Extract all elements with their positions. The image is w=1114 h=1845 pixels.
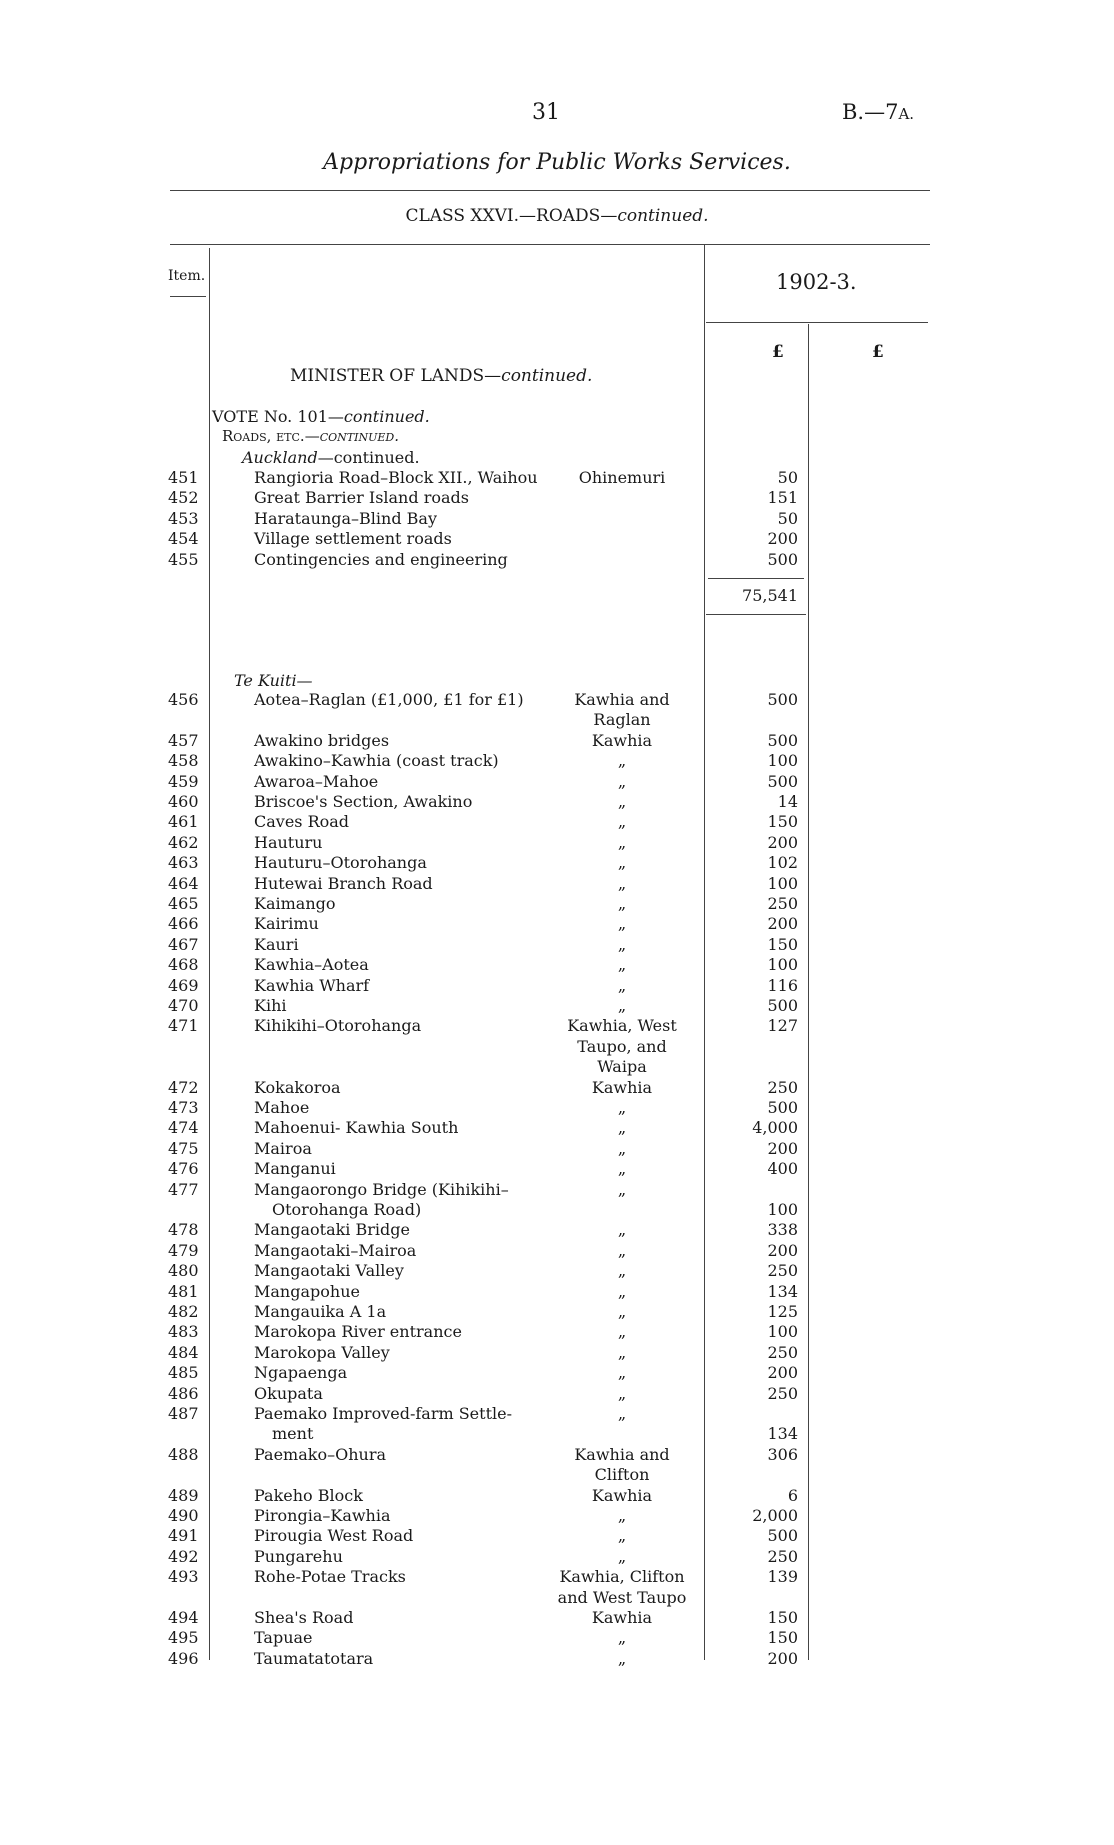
item-amount: 250: [767, 1546, 798, 1566]
item-number: 489: [168, 1485, 199, 1505]
item-district: „: [617, 812, 627, 832]
item-district: Kawhia and: [574, 1444, 670, 1464]
item-description: Caves Road: [254, 812, 350, 832]
table-row: [0, 1322, 1114, 1342]
item-description-continued: ment: [272, 1424, 314, 1444]
item-number: 494: [168, 1608, 199, 1627]
item-amount: 200: [767, 529, 798, 549]
item-district: „: [617, 1648, 627, 1668]
item-amount: 500: [767, 1526, 798, 1546]
item-amount: 127: [767, 1016, 798, 1036]
table-row: [0, 1016, 1114, 1077]
item-description: Kokakoroa: [254, 1077, 341, 1097]
item-district: „: [617, 751, 627, 771]
table-row: [0, 1444, 1114, 1485]
item-description: Kihikihi–Otorohanga: [254, 1016, 422, 1036]
table-row: [0, 894, 1114, 914]
table-row: [0, 488, 1114, 508]
item-description: Mangapohue: [254, 1281, 360, 1301]
item-amount: 6: [787, 1485, 798, 1505]
item-number: 467: [168, 934, 199, 954]
table-row: [0, 1078, 1114, 1098]
item-amount: 500: [767, 996, 798, 1015]
item-description: Pungarehu: [254, 1546, 343, 1566]
item-amount: 50: [777, 508, 798, 528]
item-description: Paemako–Ohura: [254, 1444, 387, 1464]
item-number: 491: [168, 1526, 199, 1546]
item-number: 460: [168, 792, 199, 811]
item-description: Harataunga–Blind Bay: [254, 508, 437, 528]
item-district-continued: Clifton: [594, 1465, 650, 1485]
item-district: „: [617, 1546, 627, 1566]
item-district: „: [617, 1261, 627, 1281]
item-district: „: [617, 1322, 627, 1342]
table-row: [0, 1567, 1114, 1607]
item-district: „: [617, 955, 627, 975]
item-description: Kairimu: [254, 914, 319, 934]
item-description: Pirougia West Road: [254, 1526, 414, 1546]
table-row: [0, 731, 1114, 751]
item-district: „: [617, 1138, 627, 1158]
item-description: Hauturu: [254, 832, 323, 852]
item-description: Mangaorongo Bridge (Kihikihi–: [254, 1179, 509, 1199]
item-amount: 134: [767, 1424, 798, 1444]
item-amount: 50: [777, 468, 798, 487]
table-row: [0, 1547, 1114, 1567]
item-amount: 500: [767, 730, 798, 750]
table-row: [0, 1506, 1114, 1526]
item-description-continued: Otorohanga Road): [272, 1199, 422, 1219]
item-amount: 151: [767, 488, 798, 508]
item-district: Kawhia and: [574, 690, 670, 709]
item-description: Tapuae: [254, 1628, 313, 1648]
item-district: „: [617, 1281, 627, 1301]
item-district: Kawhia, West: [567, 1016, 677, 1036]
item-description: Kaimango: [254, 894, 336, 913]
item-description: Awakino bridges: [254, 730, 390, 750]
item-district: „: [617, 853, 627, 873]
item-district: „: [617, 873, 627, 893]
table-row: [0, 1098, 1114, 1118]
table-row: [0, 1628, 1114, 1648]
item-number: 469: [168, 975, 199, 995]
item-district: „: [617, 894, 627, 913]
table-row: [0, 1179, 1114, 1219]
item-description: Rangioria Road–Block XII., Waihou: [254, 468, 538, 487]
item-number: 462: [168, 832, 199, 852]
item-district: „: [617, 1383, 627, 1403]
table-row: [0, 468, 1114, 488]
item-district: Kawhia: [591, 1077, 653, 1097]
item-district: „: [617, 1118, 627, 1138]
table-row: [0, 853, 1114, 873]
item-amount: 150: [767, 812, 798, 832]
item-district: „: [617, 792, 627, 811]
item-district: Ohinemuri: [578, 468, 666, 487]
item-amount: 200: [767, 1240, 798, 1260]
item-number: 465: [168, 894, 199, 913]
item-description: Pirongia–Kawhia: [254, 1506, 391, 1525]
table-row: [0, 1649, 1114, 1669]
te-kuiti-heading: Te Kuiti—: [234, 671, 313, 690]
item-amount: 125: [767, 1302, 798, 1321]
table-row: [0, 772, 1114, 792]
item-number: 481: [168, 1281, 199, 1301]
item-district: „: [617, 934, 627, 954]
item-description: Rohe-Potae Tracks: [254, 1567, 406, 1587]
item-amount: 200: [767, 914, 798, 934]
pound-symbol-2: £: [872, 342, 884, 362]
item-amount: 500: [767, 690, 798, 709]
vote-main: VOTE No. 101—: [212, 407, 344, 426]
item-description: Kawhia–Aotea: [254, 955, 369, 975]
item-number: 464: [168, 873, 199, 893]
item-amount: 139: [767, 1567, 798, 1587]
item-district: Kawhia: [591, 1608, 653, 1627]
item-number: 456: [168, 690, 199, 709]
table-row: [0, 812, 1114, 832]
item-amount: 500: [767, 549, 798, 569]
item-amount: 200: [767, 1648, 798, 1668]
item-number: 486: [168, 1383, 199, 1403]
item-amount: 150: [767, 1608, 798, 1627]
item-description: Awaroa–Mahoe: [254, 771, 379, 791]
table-row: [0, 751, 1114, 771]
table-row: [0, 1282, 1114, 1302]
item-number: 493: [168, 1567, 199, 1587]
item-description: Mahoenui- Kawhia South: [254, 1118, 459, 1138]
item-amount: 100: [767, 873, 798, 893]
item-district: „: [617, 914, 627, 934]
item-amount: 100: [767, 1322, 798, 1342]
item-number: 471: [168, 1016, 199, 1036]
item-district: „: [617, 1342, 627, 1362]
item-description: Hauturu–Otorohanga: [254, 853, 427, 873]
item-amount: 150: [767, 1628, 798, 1648]
item-number: 468: [168, 955, 199, 975]
table-row: [0, 1384, 1114, 1404]
table-row: [0, 792, 1114, 812]
class-heading: [0, 206, 1114, 226]
item-amount: 14: [777, 792, 798, 811]
table-row: [0, 1261, 1114, 1281]
item-header-rule: [170, 296, 206, 297]
item-description: Marokopa Valley: [254, 1342, 390, 1362]
header-rule: [170, 244, 930, 245]
item-amount: 250: [767, 894, 798, 913]
reference-suffix: A.: [898, 105, 915, 123]
item-description: Mahoe: [254, 1098, 310, 1117]
item-district-continued: and West Taupo: [557, 1587, 687, 1607]
item-amount: 500: [767, 1098, 798, 1117]
item-district: „: [617, 1159, 627, 1179]
table-row: [0, 1486, 1114, 1506]
item-number: 485: [168, 1363, 199, 1383]
item-amount: 200: [767, 832, 798, 852]
table-row: [0, 976, 1114, 996]
item-number: 451: [168, 468, 199, 487]
item-description: Mangaotaki–Mairoa: [254, 1240, 417, 1260]
class-continued: continued.: [617, 206, 709, 226]
item-amount: 200: [767, 1138, 798, 1158]
auckland-heading: [242, 448, 420, 467]
item-number: 483: [168, 1322, 199, 1342]
item-description: Kauri: [254, 934, 299, 954]
table-row: [0, 1343, 1114, 1363]
roads-continued: continued.: [319, 427, 399, 445]
table-row: [0, 509, 1114, 529]
item-amount: 250: [767, 1261, 798, 1281]
item-description: Contingencies and engineering: [254, 549, 508, 569]
item-description: Kawhia Wharf: [254, 975, 370, 995]
table-row: [0, 1220, 1114, 1240]
year-column-header: 1902-3.: [776, 270, 857, 294]
pound-symbol-1: £: [772, 342, 784, 362]
item-district: „: [617, 771, 627, 791]
item-number: 472: [168, 1077, 199, 1097]
item-description: Great Barrier Island roads: [254, 488, 469, 508]
item-number: 490: [168, 1506, 199, 1525]
table-row: [0, 1139, 1114, 1159]
item-district: „: [617, 1363, 627, 1383]
item-description: Mangaotaki Valley: [254, 1261, 404, 1281]
table-row: [0, 935, 1114, 955]
table-row: [0, 1159, 1114, 1179]
page-title: Appropriations for Public Works Services.: [323, 150, 791, 175]
table-row: [0, 1118, 1114, 1138]
item-district-continued: Raglan: [593, 710, 651, 730]
item-number: 487: [168, 1404, 199, 1423]
item-description: Village settlement roads: [254, 529, 452, 549]
item-district: Kawhia: [591, 730, 653, 750]
item-number: 455: [168, 549, 199, 569]
item-amount: 102: [767, 853, 798, 873]
item-description: Paemako Improved-farm Settle-: [254, 1404, 512, 1423]
table-row: [0, 690, 1114, 730]
table-row: [0, 1302, 1114, 1322]
item-district: „: [617, 832, 627, 852]
item-number: 452: [168, 488, 199, 508]
auckland-continued: —continued.: [317, 448, 420, 467]
minister-heading: [290, 366, 592, 386]
item-number: 479: [168, 1240, 199, 1260]
item-number: 473: [168, 1098, 199, 1117]
item-district: „: [617, 996, 627, 1015]
item-number: 466: [168, 914, 199, 934]
table-row: [0, 550, 1114, 570]
item-number: 454: [168, 529, 199, 549]
table-row: [0, 914, 1114, 934]
subtotal-rule: [708, 578, 804, 579]
reference-main: B.—7: [842, 100, 899, 124]
item-district: Kawhia: [591, 1485, 653, 1505]
roads-main: Roads, etc.—: [222, 427, 320, 445]
item-description: Shea's Road: [254, 1608, 354, 1627]
item-amount: 306: [767, 1444, 798, 1464]
item-amount: 500: [767, 771, 798, 791]
item-district: „: [617, 1220, 627, 1240]
class-main: CLASS XXVI.—ROADS—: [405, 206, 618, 226]
item-amount: 338: [767, 1220, 798, 1240]
table-row: [0, 529, 1114, 549]
item-amount: 250: [767, 1077, 798, 1097]
item-number: 488: [168, 1444, 199, 1464]
item-description: Hutewai Branch Road: [254, 873, 433, 893]
item-column-header: Item.: [168, 268, 206, 284]
item-number: 459: [168, 771, 199, 791]
item-amount: 2,000: [752, 1506, 798, 1525]
item-district: Kawhia, Clifton: [559, 1567, 685, 1587]
item-number: 478: [168, 1220, 199, 1240]
item-number: 463: [168, 853, 199, 873]
auckland-main: Auckland: [242, 448, 318, 467]
item-description: Marokopa River entrance: [254, 1322, 462, 1342]
item-district: „: [617, 1179, 627, 1199]
table-row: [0, 833, 1114, 853]
item-district: „: [617, 1506, 627, 1525]
item-number: 458: [168, 751, 199, 771]
item-district-continued: Waipa: [597, 1057, 647, 1077]
minister-main: MINISTER OF LANDS—: [290, 366, 502, 386]
item-number: 482: [168, 1302, 199, 1321]
item-district: „: [617, 1526, 627, 1546]
item-description: Taumatatotara: [254, 1648, 374, 1668]
item-district: „: [617, 975, 627, 995]
item-number: 495: [168, 1628, 199, 1648]
item-number: 492: [168, 1546, 199, 1566]
item-amount: 4,000: [752, 1118, 798, 1138]
item-amount: 100: [767, 1199, 798, 1219]
item-amount: 134: [767, 1281, 798, 1301]
item-description: Pakeho Block: [254, 1485, 363, 1505]
item-number: 453: [168, 508, 199, 528]
table-row: [0, 1404, 1114, 1444]
item-description: Manganui: [254, 1159, 336, 1179]
table-row: [0, 996, 1114, 1016]
item-number: 484: [168, 1342, 199, 1362]
vote-heading: [212, 407, 430, 426]
item-number: 477: [168, 1179, 199, 1199]
item-amount: 250: [767, 1342, 798, 1362]
item-number: 474: [168, 1118, 199, 1138]
item-number: 470: [168, 996, 199, 1015]
item-description: Aotea–Raglan (£1,000, £1 for £1): [254, 690, 524, 709]
roads-heading: [222, 427, 399, 445]
item-district: „: [617, 1240, 627, 1260]
item-district: „: [617, 1404, 627, 1423]
item-district: „: [617, 1302, 627, 1321]
item-amount: 100: [767, 751, 798, 771]
title-rule: [170, 190, 930, 191]
item-number: 461: [168, 812, 199, 832]
item-description: Okupata: [254, 1383, 323, 1403]
item-number: 475: [168, 1138, 199, 1158]
table-row: [0, 874, 1114, 894]
item-amount: 400: [767, 1159, 798, 1179]
table-row: [0, 1526, 1114, 1546]
table-row: [0, 955, 1114, 975]
subtotal-amount: 75,541: [742, 586, 798, 605]
table-row: [0, 1241, 1114, 1261]
item-district-continued: Taupo, and: [577, 1036, 667, 1056]
item-description: Mangaotaki Bridge: [254, 1220, 410, 1240]
item-district: „: [617, 1628, 627, 1648]
page-number: 31: [532, 100, 560, 125]
subtotal-bottom-rule: [706, 614, 806, 615]
vote-continued: continued.: [343, 407, 430, 426]
item-amount: 200: [767, 1363, 798, 1383]
item-district: „: [617, 1098, 627, 1117]
table-row: [0, 1608, 1114, 1628]
minister-continued: continued.: [501, 366, 593, 386]
item-amount: 116: [767, 975, 798, 995]
item-number: 476: [168, 1159, 199, 1179]
year-header-rule: [706, 322, 928, 323]
item-number: 480: [168, 1261, 199, 1281]
item-amount: 250: [767, 1383, 798, 1403]
item-description: Briscoe's Section, Awakino: [254, 792, 473, 811]
item-description: Awakino–Kawhia (coast track): [254, 751, 499, 771]
table-row: [0, 1363, 1114, 1383]
item-description: Mairoa: [254, 1138, 312, 1158]
item-amount: 150: [767, 934, 798, 954]
item-description: Kihi: [254, 996, 287, 1015]
item-description: Ngapaenga: [254, 1363, 348, 1383]
item-description: Mangauika A 1a: [254, 1302, 387, 1321]
document-reference: [842, 100, 914, 124]
item-amount: 100: [767, 955, 798, 975]
item-number: 496: [168, 1648, 199, 1668]
item-number: 457: [168, 730, 199, 750]
